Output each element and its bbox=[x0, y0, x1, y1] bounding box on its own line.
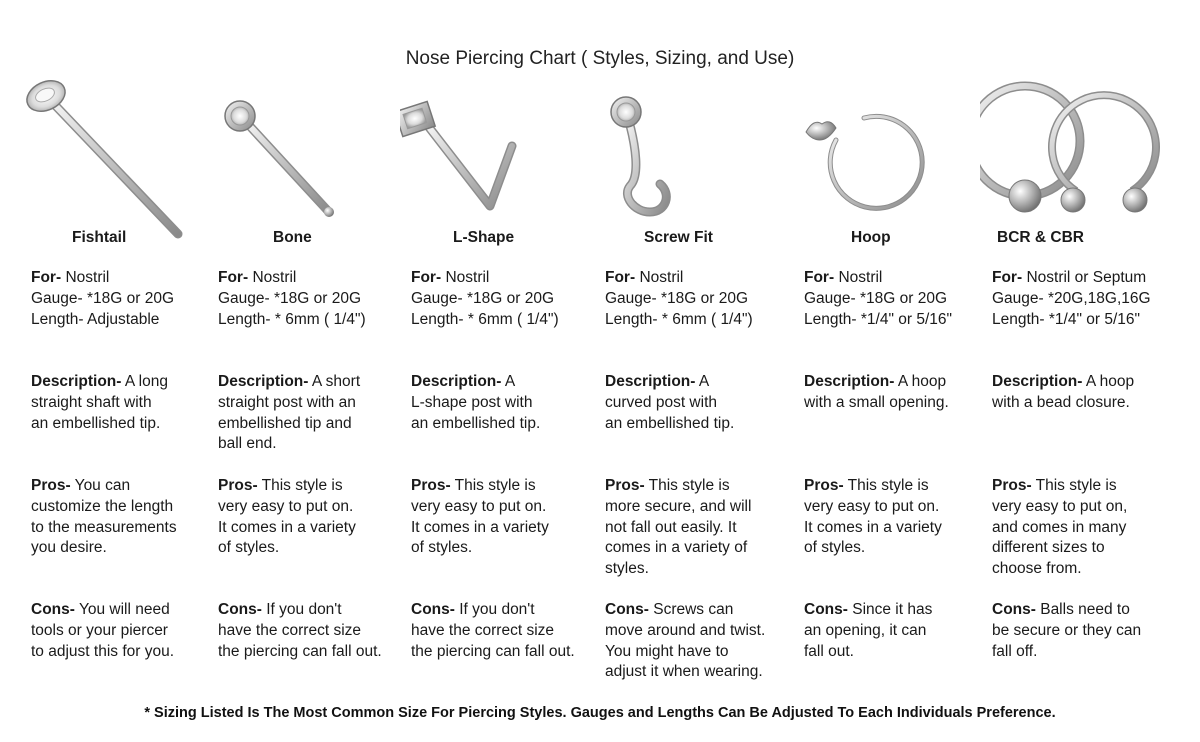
style-name: Screw Fit bbox=[644, 229, 713, 246]
style-name: Fishtail bbox=[72, 229, 127, 246]
cons-block: Cons- Since it has an opening, it can fall out. bbox=[804, 601, 933, 660]
sizing-block: For- Nostril Gauge- *18G or 20G Length- *1/4" or 5/16" bbox=[804, 269, 953, 328]
style-column-fishtail bbox=[0, 0, 200, 742]
description-block: Description- A hoop with a small opening. bbox=[804, 373, 949, 411]
sizing-block: For- Nostril Gauge- *18G or 20G Length- * 6mm ( 1/4") bbox=[605, 269, 753, 328]
description-block: Description- A long straight shaft with an embellished tip. bbox=[31, 373, 168, 432]
cons-block: Cons- If you don't have the correct size the piercing can fall out. bbox=[218, 601, 382, 660]
sizing-block: For- Nostril or Septum Gauge- *20G,18G,16G Length- *1/4" or 5/16" bbox=[992, 269, 1151, 328]
cons-block: Cons- Screws can move around and twist. You might have to adjust it when wearing. bbox=[605, 601, 766, 681]
pros-block: Pros- This style is very easy to put on, and comes in many different sizes to choose from. bbox=[992, 477, 1128, 578]
style-column-hoop bbox=[800, 0, 1000, 742]
sizing-block: For- Nostril Gauge- *18G or 20G Length- Adjustable bbox=[31, 269, 175, 328]
description-block: Description- A curved post with an embellished tip. bbox=[605, 373, 735, 432]
bone-jewelry-image bbox=[200, 66, 400, 246]
description-block: Description- A short straight post with an embellished tip and ball end. bbox=[218, 373, 361, 453]
cons-block: Cons- You will need tools or your piercer to adjust this for you. bbox=[31, 601, 175, 660]
pros-block: Pros- This style is more secure, and will not fall out easily. It comes in a variety of styles. bbox=[605, 477, 752, 578]
style-name: BCR & CBR bbox=[997, 229, 1084, 246]
pros-block: Pros- This style is very easy to put on. It comes in a variety of styles. bbox=[411, 477, 549, 557]
style-column-bone bbox=[200, 0, 400, 742]
hoop-jewelry-image bbox=[800, 66, 1000, 246]
sizing-footnote: * Sizing Listed Is The Most Common Size For Piercing Styles. Gauges and Lengths Can Be Adjusted To Each Individuals Preference. bbox=[144, 705, 1056, 721]
pros-block: Pros- You can customize the length to the measurements you desire. bbox=[31, 477, 177, 557]
cons-block: Cons- Balls need to be secure or they can fall off. bbox=[992, 601, 1142, 660]
screw-fit-jewelry-image bbox=[600, 66, 800, 246]
sizing-block: For- Nostril Gauge- *18G or 20G Length- * 6mm ( 1/4") bbox=[218, 269, 366, 328]
style-column-bcr-cbr bbox=[980, 0, 1200, 742]
style-name: L-Shape bbox=[453, 229, 515, 246]
chart-title: Nose Piercing Chart ( Styles, Sizing, and Use) bbox=[405, 48, 795, 69]
pros-block: Pros- This style is very easy to put on. It comes in a variety of styles. bbox=[218, 477, 356, 557]
cons-block: Cons- If you don't have the correct size the piercing can fall out. bbox=[411, 601, 575, 660]
description-block: Description- A L-shape post with an embellished tip. bbox=[411, 373, 541, 432]
style-column-l-shape bbox=[400, 0, 600, 742]
style-column-screw-fit bbox=[600, 0, 800, 742]
l-shape-jewelry-image bbox=[400, 66, 600, 246]
pros-block: Pros- This style is very easy to put on. It comes in a variety of styles. bbox=[804, 477, 942, 557]
bcr-cbr-jewelry-image bbox=[980, 66, 1200, 246]
sizing-block: For- Nostril Gauge- *18G or 20G Length- * 6mm ( 1/4") bbox=[411, 269, 559, 328]
style-name: Bone bbox=[273, 229, 312, 246]
style-name: Hoop bbox=[851, 229, 891, 246]
fishtail-jewelry-image bbox=[0, 66, 200, 246]
description-block: Description- A hoop with a bead closure. bbox=[992, 373, 1135, 411]
